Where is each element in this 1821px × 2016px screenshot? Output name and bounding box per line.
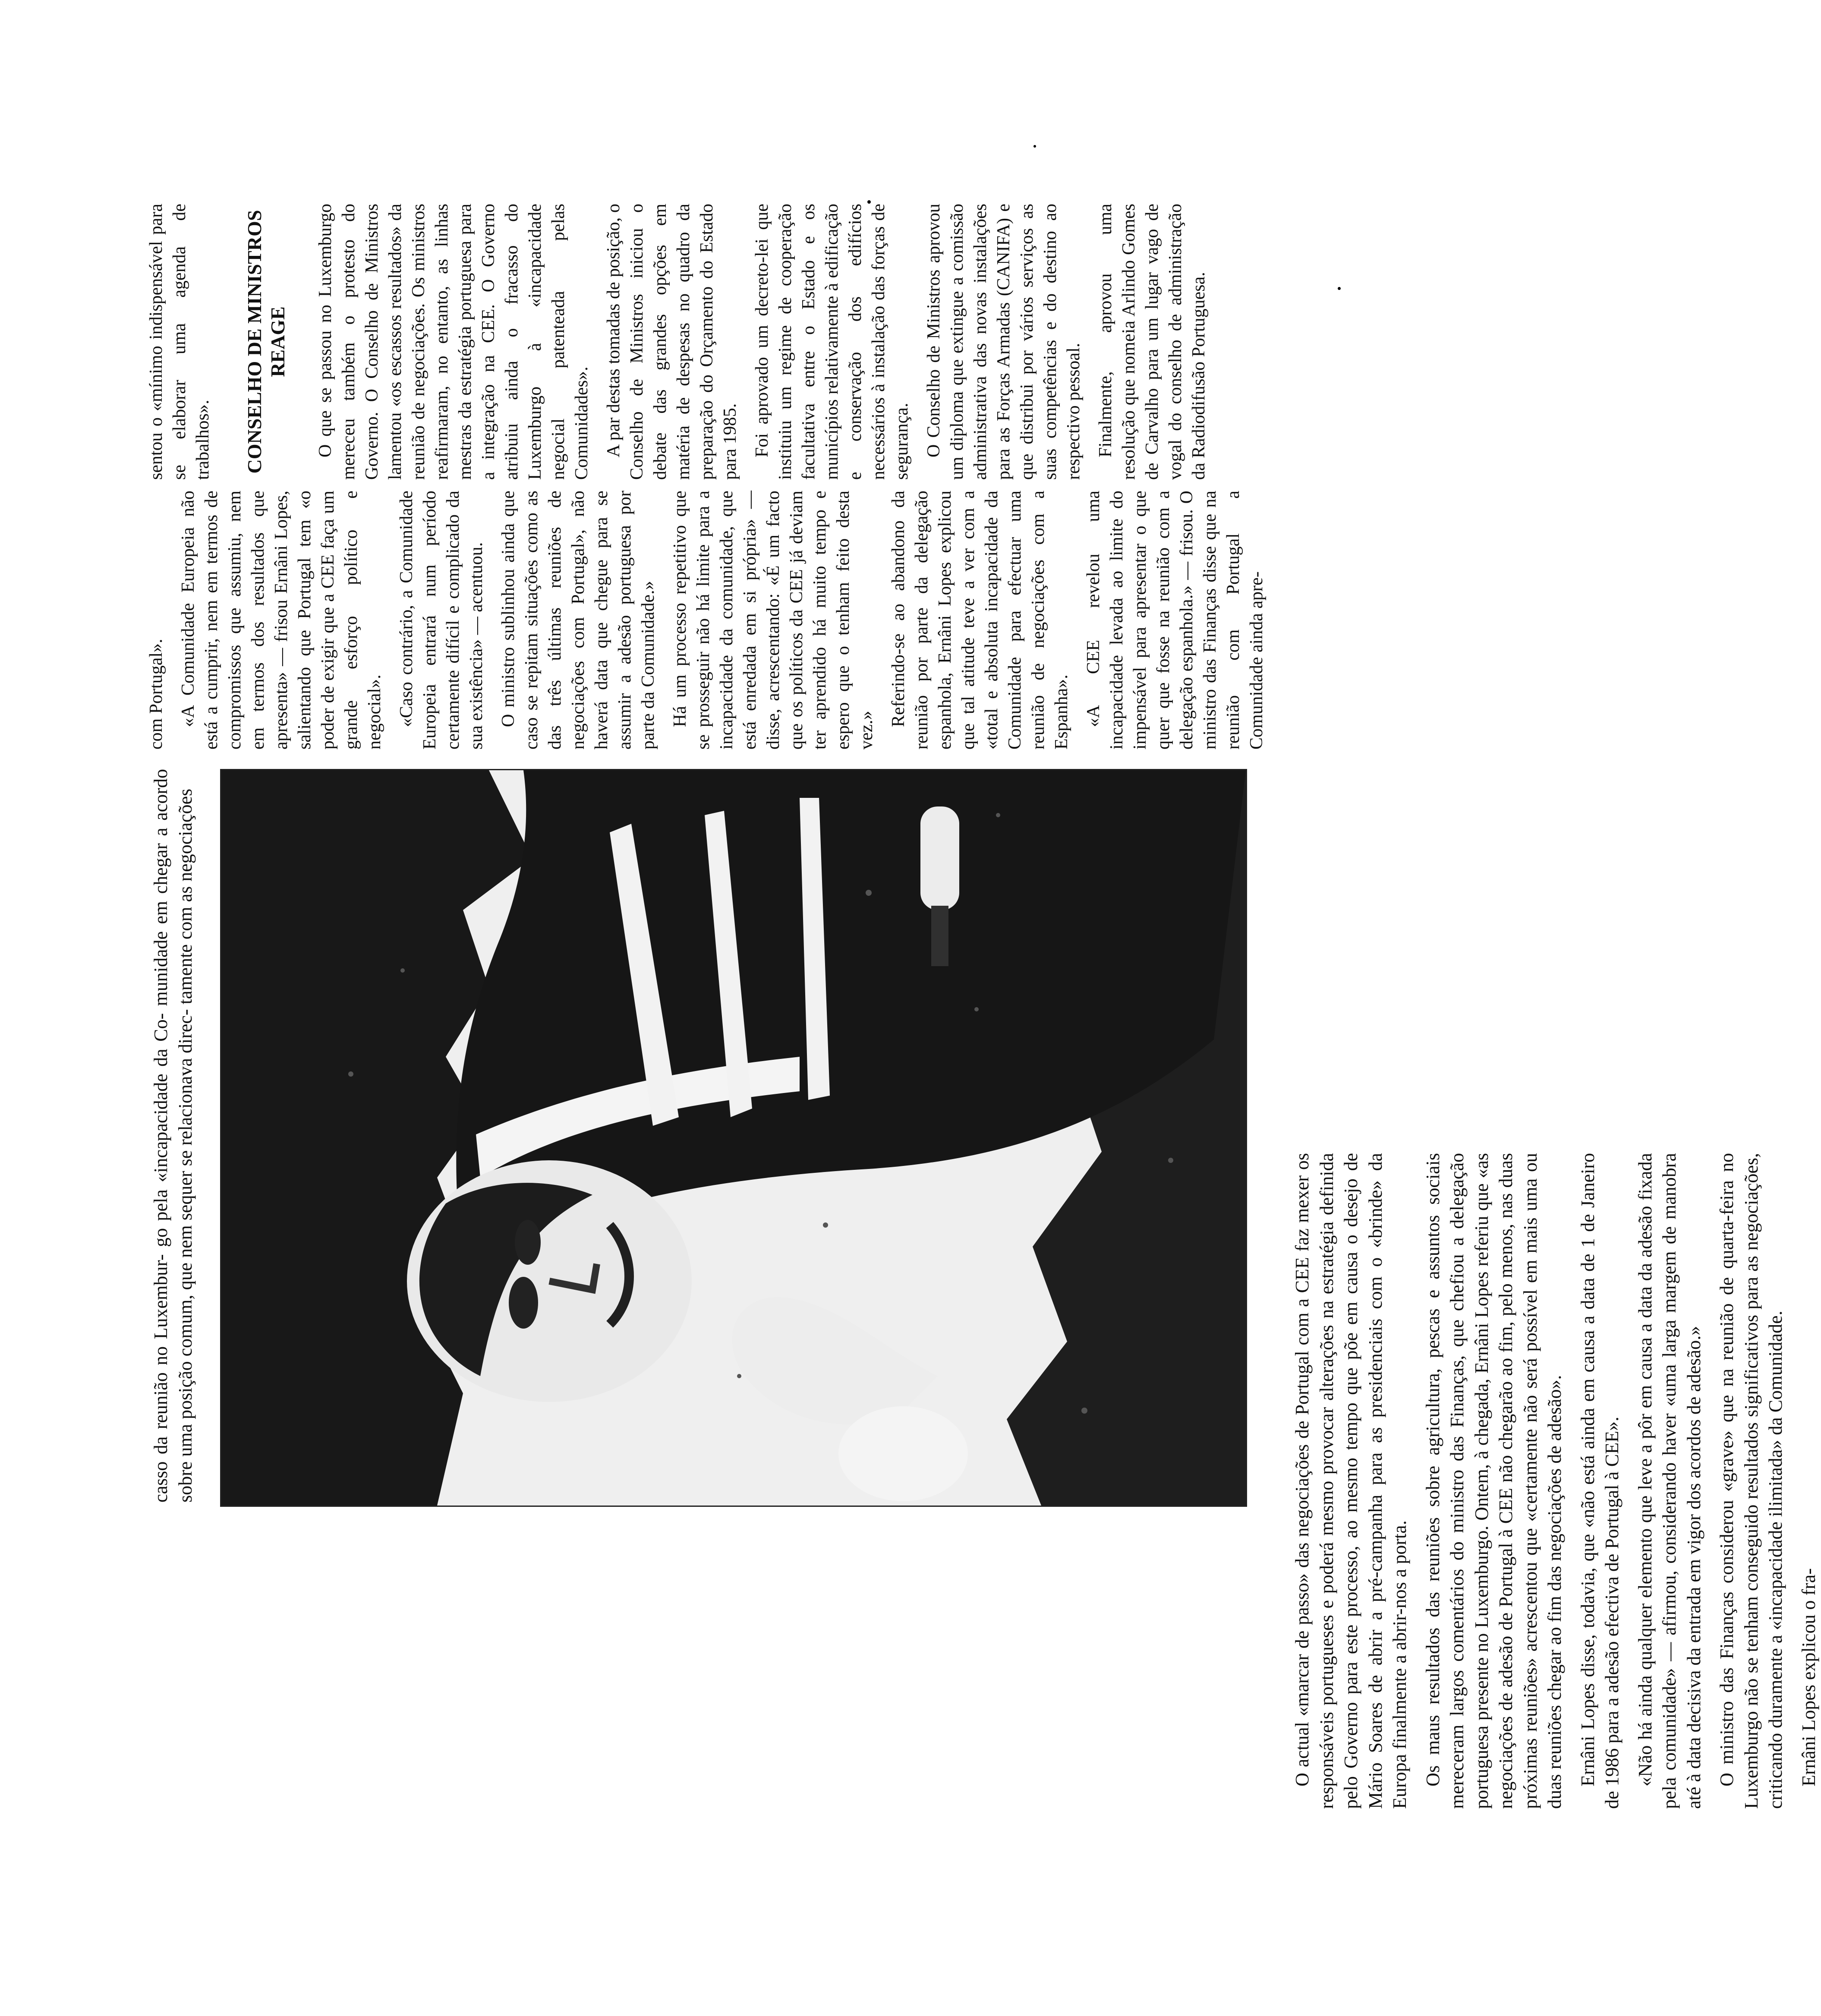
paragraph: O ministro das Finanças considerou «grave» que na reunião de quarta-feira no Luxemburgo não se tenham conseguido resultados significativos para as negociações, criticando duramente a «incapacidade ilimitada» da Comunidade.	[1716, 1153, 1786, 1809]
scan-speck	[1033, 145, 1036, 148]
paragraph: A par destas tomadas de posição, o Conselho de Ministros iniciou o debate das grandes opções em matéria de despesas no quadro da preparação do Orçamento do Estado para 1985.	[604, 204, 740, 480]
paragraph: O que se passou no Luxemburgo mereceu também o protesto do Governo. O Conselho de Ministros lamentou «os escassos resultados» da reunião de negociações. Os ministros reafirmaram, no entanto, as linhas mestras da estratégia portuguesa para a integração na CEE. O Governo atribuiu ainda o fracasso do Luxemburgo à «incapacidade negocial patenteada pelas Comunidades».	[315, 204, 592, 480]
section-heading: CONSELHO DE MINISTROS REAGE	[243, 210, 289, 474]
paragraph: Finalmente, aprovou uma resolução que nomeia Arlindo Gomes de Carvalho para um lugar vago de vogal do conselho de administração da Radiodifusão Portuguesa.	[1096, 204, 1209, 480]
article-column-3	[145, 204, 1258, 480]
caption-line: casso da reunião no Luxembur-	[150, 1247, 171, 1503]
article-column-1	[1290, 1153, 1821, 1809]
paragraph: sentou o «mínimo indispensável para se elaborar uma agenda de trabalhos».	[146, 204, 213, 480]
paragraph: «A Comunidade Europeia não está a cumprir, nem em termos de compromissos que assumiu, nem em termos dos resultados que apresenta» — frisou Ernâni Lopes, salientando que Portugal tem «o poder de exigir que a CEE faça um grande esforço político e negocial».	[178, 491, 384, 750]
photo-caption	[149, 769, 198, 1503]
paragraph: «Não há ainda qualquer elemento que leve a pôr em causa a data da adesão fixada pela comunidade» — afirmou, considerando haver «uma larga margem de manobra até à data decisiva da entrada em vigor dos acordos de adesão.»	[1634, 1153, 1704, 1809]
minister-photo	[220, 769, 1247, 1507]
scan-speck	[867, 200, 871, 204]
paragraph: com Portugal».	[146, 639, 166, 750]
minister-portrait-image	[221, 770, 1246, 1506]
paragraph: «A CEE revelou uma incapacidade levada ao limite do impensável para apresentar o que quer que fosse na reunião com a delegação espanhola.» — frisou. O ministro das Finanças disse que na reunião com Portugal a Comunidade ainda apre-	[1084, 491, 1267, 750]
caption-line: munidade em chegar a acordo	[150, 769, 171, 1006]
paragraph: Os maus resultados das reuniões sobre agricultura, pescas e assuntos sociais mereceram largos comentários do ministro das Finanças, que chefiou a delegação portuguesa presente no Luxemburgo. Ontem, à chegada, Ernâni Lopes referiu que «as negociações de adesão de Portugal à CEE não chegarão ao fim, pelo menos, nas duas próximas reuniões» acrescentou que «certamente não será possível em mais uma ou duas reuniões chegar ao fim das negociações de adesão».	[1422, 1153, 1565, 1809]
paragraph: Foi aprovado um decreto-lei que instituiu um regime de cooperação facultativa entre o Estado e os municípios relativamente à edificação e conservação dos edifícios necessários à instalação das forças de segurança.	[752, 204, 912, 480]
scan-speck	[1338, 287, 1341, 290]
caption-line: nem sequer se relacionava direc-	[174, 1004, 196, 1258]
paragraph: Referindo-se ao abandono da reunião por parte da delegação espanhola, Ernâni Lopes explicou que tal atitude teve a ver com a «total e absoluta incapacidade da Comunidade para efectuar uma reunião de negociações com a Espanha».	[888, 491, 1071, 750]
paragraph: Há um processo repetitivo que se prosseguir não há limite para a incapacidade da comunidade, que está enredada em si própria» — disse, acrescentando: «É um facto que os políticos da CEE já deviam ter aprendido há muito tempo e espero que o tenham feito desta vez.»	[670, 491, 876, 750]
paragraph: O ministro sublinhou ainda que caso se repitam situações como as das três últimas reuniões de negociações com Portugal», não haverá data que chegue para se assumir a adesão portuguesa por parte da Comunidade.»	[498, 491, 658, 750]
caption-line: sobre uma posição comum, que	[174, 1258, 196, 1503]
paragraph: O actual «marcar de passo» das negociações de Portugal com a CEE faz mexer os responsáveis portugueses e poderá mesmo provocar alterações na estratégia definida pelo Governo para este processo, ao mesmo tempo que põe em causa o desejo de Mário Soares de abrir a pré-campanha para as presidenciais com o «brinde» da Europa finalmente a abrir-nos a porta.	[1292, 1153, 1410, 1809]
paragraph: «Caso contrário, a Comunidade Europeia entrará num período certamente difícil e complicado da sua existência» — acentuou.	[397, 491, 486, 750]
paragraph: Ernâni Lopes explicou o fra-	[1798, 1568, 1819, 1786]
paragraph: Ernâni Lopes disse, todavia, que «não está ainda em causa a data de 1 de Janeiro de 1986 para a adesão efectiva de Portugal à CEE».	[1577, 1153, 1623, 1809]
caption-line: tamente com as negociações	[174, 788, 196, 1005]
paragraph: O Conselho de Ministros aprovou um diploma que extingue a comissão administrativa das novas instalações para as Forças Armadas (CANIFA) e que distribui por vários serviços as suas competências e do destino ao respectivo pessoal.	[924, 204, 1084, 480]
article-column-2	[145, 491, 1267, 750]
caption-line: go pela «incapacidade da Co-	[150, 1006, 171, 1247]
